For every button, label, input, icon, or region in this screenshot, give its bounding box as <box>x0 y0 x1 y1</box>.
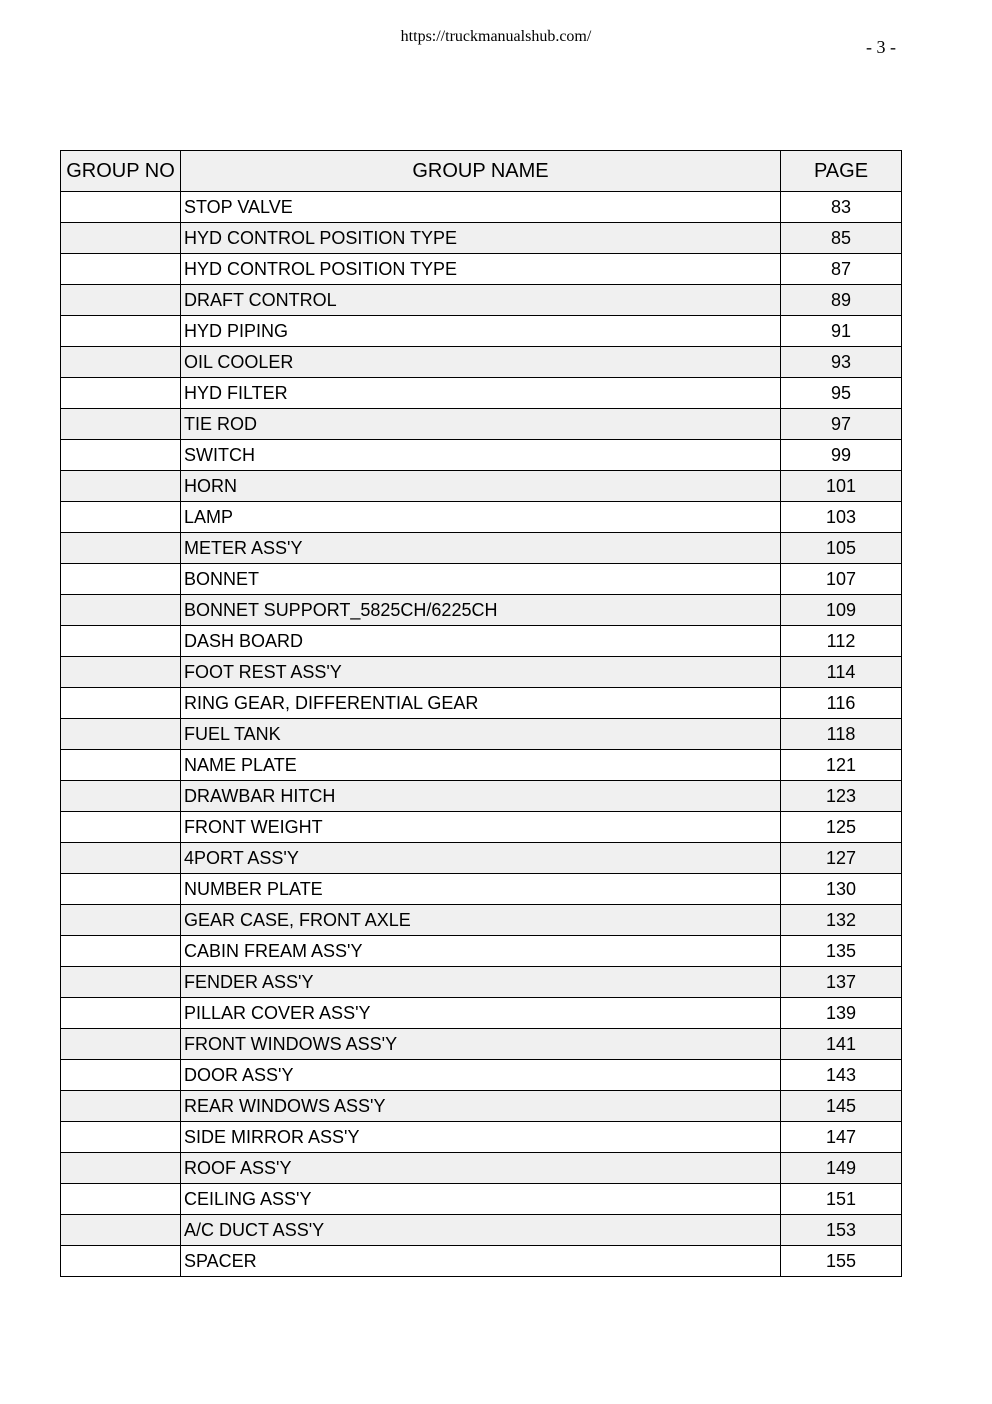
group-no-cell <box>61 254 181 285</box>
table-row <box>61 564 902 595</box>
page-cell: 107 <box>781 564 902 595</box>
group-no-cell <box>61 843 181 874</box>
page-cell: 83 <box>781 192 902 223</box>
page-cell: 101 <box>781 471 902 502</box>
group-name-cell: FOOT REST ASS'Y <box>181 657 781 688</box>
group-name-cell: BONNET <box>181 564 781 595</box>
table-row <box>61 1184 902 1215</box>
group-no-cell <box>61 316 181 347</box>
table-row <box>61 440 902 471</box>
group-name-cell: BONNET SUPPORT_5825CH/6225CH <box>181 595 781 626</box>
table-row <box>61 688 902 719</box>
group-no-cell <box>61 1215 181 1246</box>
group-no-cell <box>61 223 181 254</box>
page-cell: 130 <box>781 874 902 905</box>
page-cell: 149 <box>781 1153 902 1184</box>
page-number: - 3 - <box>866 37 896 57</box>
group-no-cell <box>61 1060 181 1091</box>
page-cell: 121 <box>781 750 902 781</box>
table-row <box>61 657 902 688</box>
group-name-cell: SIDE MIRROR ASS'Y <box>181 1122 781 1153</box>
group-no-cell <box>61 657 181 688</box>
page-cell: 112 <box>781 626 902 657</box>
page-cell: 99 <box>781 440 902 471</box>
group-name-cell: HORN <box>181 471 781 502</box>
group-name-cell: FRONT WEIGHT <box>181 812 781 843</box>
group-no-cell <box>61 905 181 936</box>
table-row <box>61 1091 902 1122</box>
group-no-cell <box>61 347 181 378</box>
group-no-cell <box>61 409 181 440</box>
group-name-cell: SPACER <box>181 1246 781 1277</box>
page-cell: 87 <box>781 254 902 285</box>
group-no-cell <box>61 564 181 595</box>
group-no-cell <box>61 378 181 409</box>
group-name-cell: REAR WINDOWS ASS'Y <box>181 1091 781 1122</box>
table-row <box>61 595 902 626</box>
group-name-cell: HYD CONTROL POSITION TYPE <box>181 223 781 254</box>
column-header-page: PAGE <box>781 151 902 192</box>
group-name-cell: DOOR ASS'Y <box>181 1060 781 1091</box>
table-header-row <box>61 151 902 192</box>
table-row <box>61 781 902 812</box>
page-cell: 123 <box>781 781 902 812</box>
group-name-cell: RING GEAR, DIFFERENTIAL GEAR <box>181 688 781 719</box>
group-name-cell: SWITCH <box>181 440 781 471</box>
group-no-cell <box>61 626 181 657</box>
group-name-cell: CEILING ASS'Y <box>181 1184 781 1215</box>
page-cell: 93 <box>781 347 902 378</box>
group-name-cell: A/C DUCT ASS'Y <box>181 1215 781 1246</box>
group-name-cell: LAMP <box>181 502 781 533</box>
page-cell: 153 <box>781 1215 902 1246</box>
page-cell: 118 <box>781 719 902 750</box>
group-index-table <box>60 150 902 1277</box>
group-name-cell: HYD CONTROL POSITION TYPE <box>181 254 781 285</box>
page-cell: 135 <box>781 936 902 967</box>
table-row <box>61 285 902 316</box>
group-no-cell <box>61 874 181 905</box>
table-row <box>61 502 902 533</box>
page-cell: 151 <box>781 1184 902 1215</box>
group-name-cell: FRONT WINDOWS ASS'Y <box>181 1029 781 1060</box>
table-row <box>61 1060 902 1091</box>
group-no-cell <box>61 1246 181 1277</box>
table-row <box>61 843 902 874</box>
page-cell: 155 <box>781 1246 902 1277</box>
group-no-cell <box>61 502 181 533</box>
table-row <box>61 192 902 223</box>
table-row <box>61 719 902 750</box>
table-row <box>61 1153 902 1184</box>
group-name-cell: HYD FILTER <box>181 378 781 409</box>
page-cell: 147 <box>781 1122 902 1153</box>
group-no-cell <box>61 471 181 502</box>
group-no-cell <box>61 967 181 998</box>
group-no-cell <box>61 440 181 471</box>
page-cell: 145 <box>781 1091 902 1122</box>
group-name-cell: DASH BOARD <box>181 626 781 657</box>
group-no-cell <box>61 192 181 223</box>
group-no-cell <box>61 1184 181 1215</box>
table-row <box>61 998 902 1029</box>
page-cell: 114 <box>781 657 902 688</box>
table-row <box>61 254 902 285</box>
group-name-cell: HYD PIPING <box>181 316 781 347</box>
group-no-cell <box>61 688 181 719</box>
group-name-cell: PILLAR COVER ASS'Y <box>181 998 781 1029</box>
table-row <box>61 936 902 967</box>
table-row <box>61 316 902 347</box>
page-cell: 91 <box>781 316 902 347</box>
group-no-cell <box>61 1153 181 1184</box>
group-name-cell: FUEL TANK <box>181 719 781 750</box>
table-row <box>61 347 902 378</box>
group-no-cell <box>61 936 181 967</box>
group-no-cell <box>61 1122 181 1153</box>
table-row <box>61 967 902 998</box>
source-url: https://truckmanualshub.com/ <box>400 28 592 45</box>
group-no-cell <box>61 781 181 812</box>
group-no-cell <box>61 998 181 1029</box>
group-no-cell <box>61 1091 181 1122</box>
group-name-cell: DRAWBAR HITCH <box>181 781 781 812</box>
table-row <box>61 1215 902 1246</box>
group-name-cell: 4PORT ASS'Y <box>181 843 781 874</box>
page-cell: 103 <box>781 502 902 533</box>
group-name-cell: TIE ROD <box>181 409 781 440</box>
group-name-cell: OIL COOLER <box>181 347 781 378</box>
group-name-cell: NUMBER PLATE <box>181 874 781 905</box>
group-no-cell <box>61 533 181 564</box>
table-row <box>61 533 902 564</box>
page-cell: 139 <box>781 998 902 1029</box>
page-cell: 141 <box>781 1029 902 1060</box>
group-no-cell <box>61 285 181 316</box>
group-name-cell: STOP VALVE <box>181 192 781 223</box>
page-cell: 105 <box>781 533 902 564</box>
group-name-cell: GEAR CASE, FRONT AXLE <box>181 905 781 936</box>
page-cell: 97 <box>781 409 902 440</box>
table-row <box>61 409 902 440</box>
table-row <box>61 750 902 781</box>
group-name-cell: NAME PLATE <box>181 750 781 781</box>
group-no-cell <box>61 812 181 843</box>
table-row <box>61 1122 902 1153</box>
page-cell: 125 <box>781 812 902 843</box>
table-row <box>61 378 902 409</box>
group-name-cell: DRAFT CONTROL <box>181 285 781 316</box>
table-row <box>61 1246 902 1277</box>
group-no-cell <box>61 1029 181 1060</box>
table-row <box>61 223 902 254</box>
page-cell: 89 <box>781 285 902 316</box>
column-header-group-name: GROUP NAME <box>181 151 781 192</box>
page-cell: 143 <box>781 1060 902 1091</box>
page-cell: 137 <box>781 967 902 998</box>
page-cell: 127 <box>781 843 902 874</box>
table-row <box>61 626 902 657</box>
group-name-cell: CABIN FREAM ASS'Y <box>181 936 781 967</box>
group-no-cell <box>61 750 181 781</box>
table-row <box>61 812 902 843</box>
page-cell: 85 <box>781 223 902 254</box>
group-no-cell <box>61 719 181 750</box>
page-cell: 95 <box>781 378 902 409</box>
column-header-group-no: GROUP NO <box>61 151 181 192</box>
group-name-cell: METER ASS'Y <box>181 533 781 564</box>
group-name-cell: ROOF ASS'Y <box>181 1153 781 1184</box>
group-no-cell <box>61 595 181 626</box>
page-cell: 109 <box>781 595 902 626</box>
table-row <box>61 874 902 905</box>
table-row <box>61 905 902 936</box>
page-cell: 132 <box>781 905 902 936</box>
page-cell: 116 <box>781 688 902 719</box>
group-name-cell: FENDER ASS'Y <box>181 967 781 998</box>
table-row <box>61 471 902 502</box>
table-row <box>61 1029 902 1060</box>
